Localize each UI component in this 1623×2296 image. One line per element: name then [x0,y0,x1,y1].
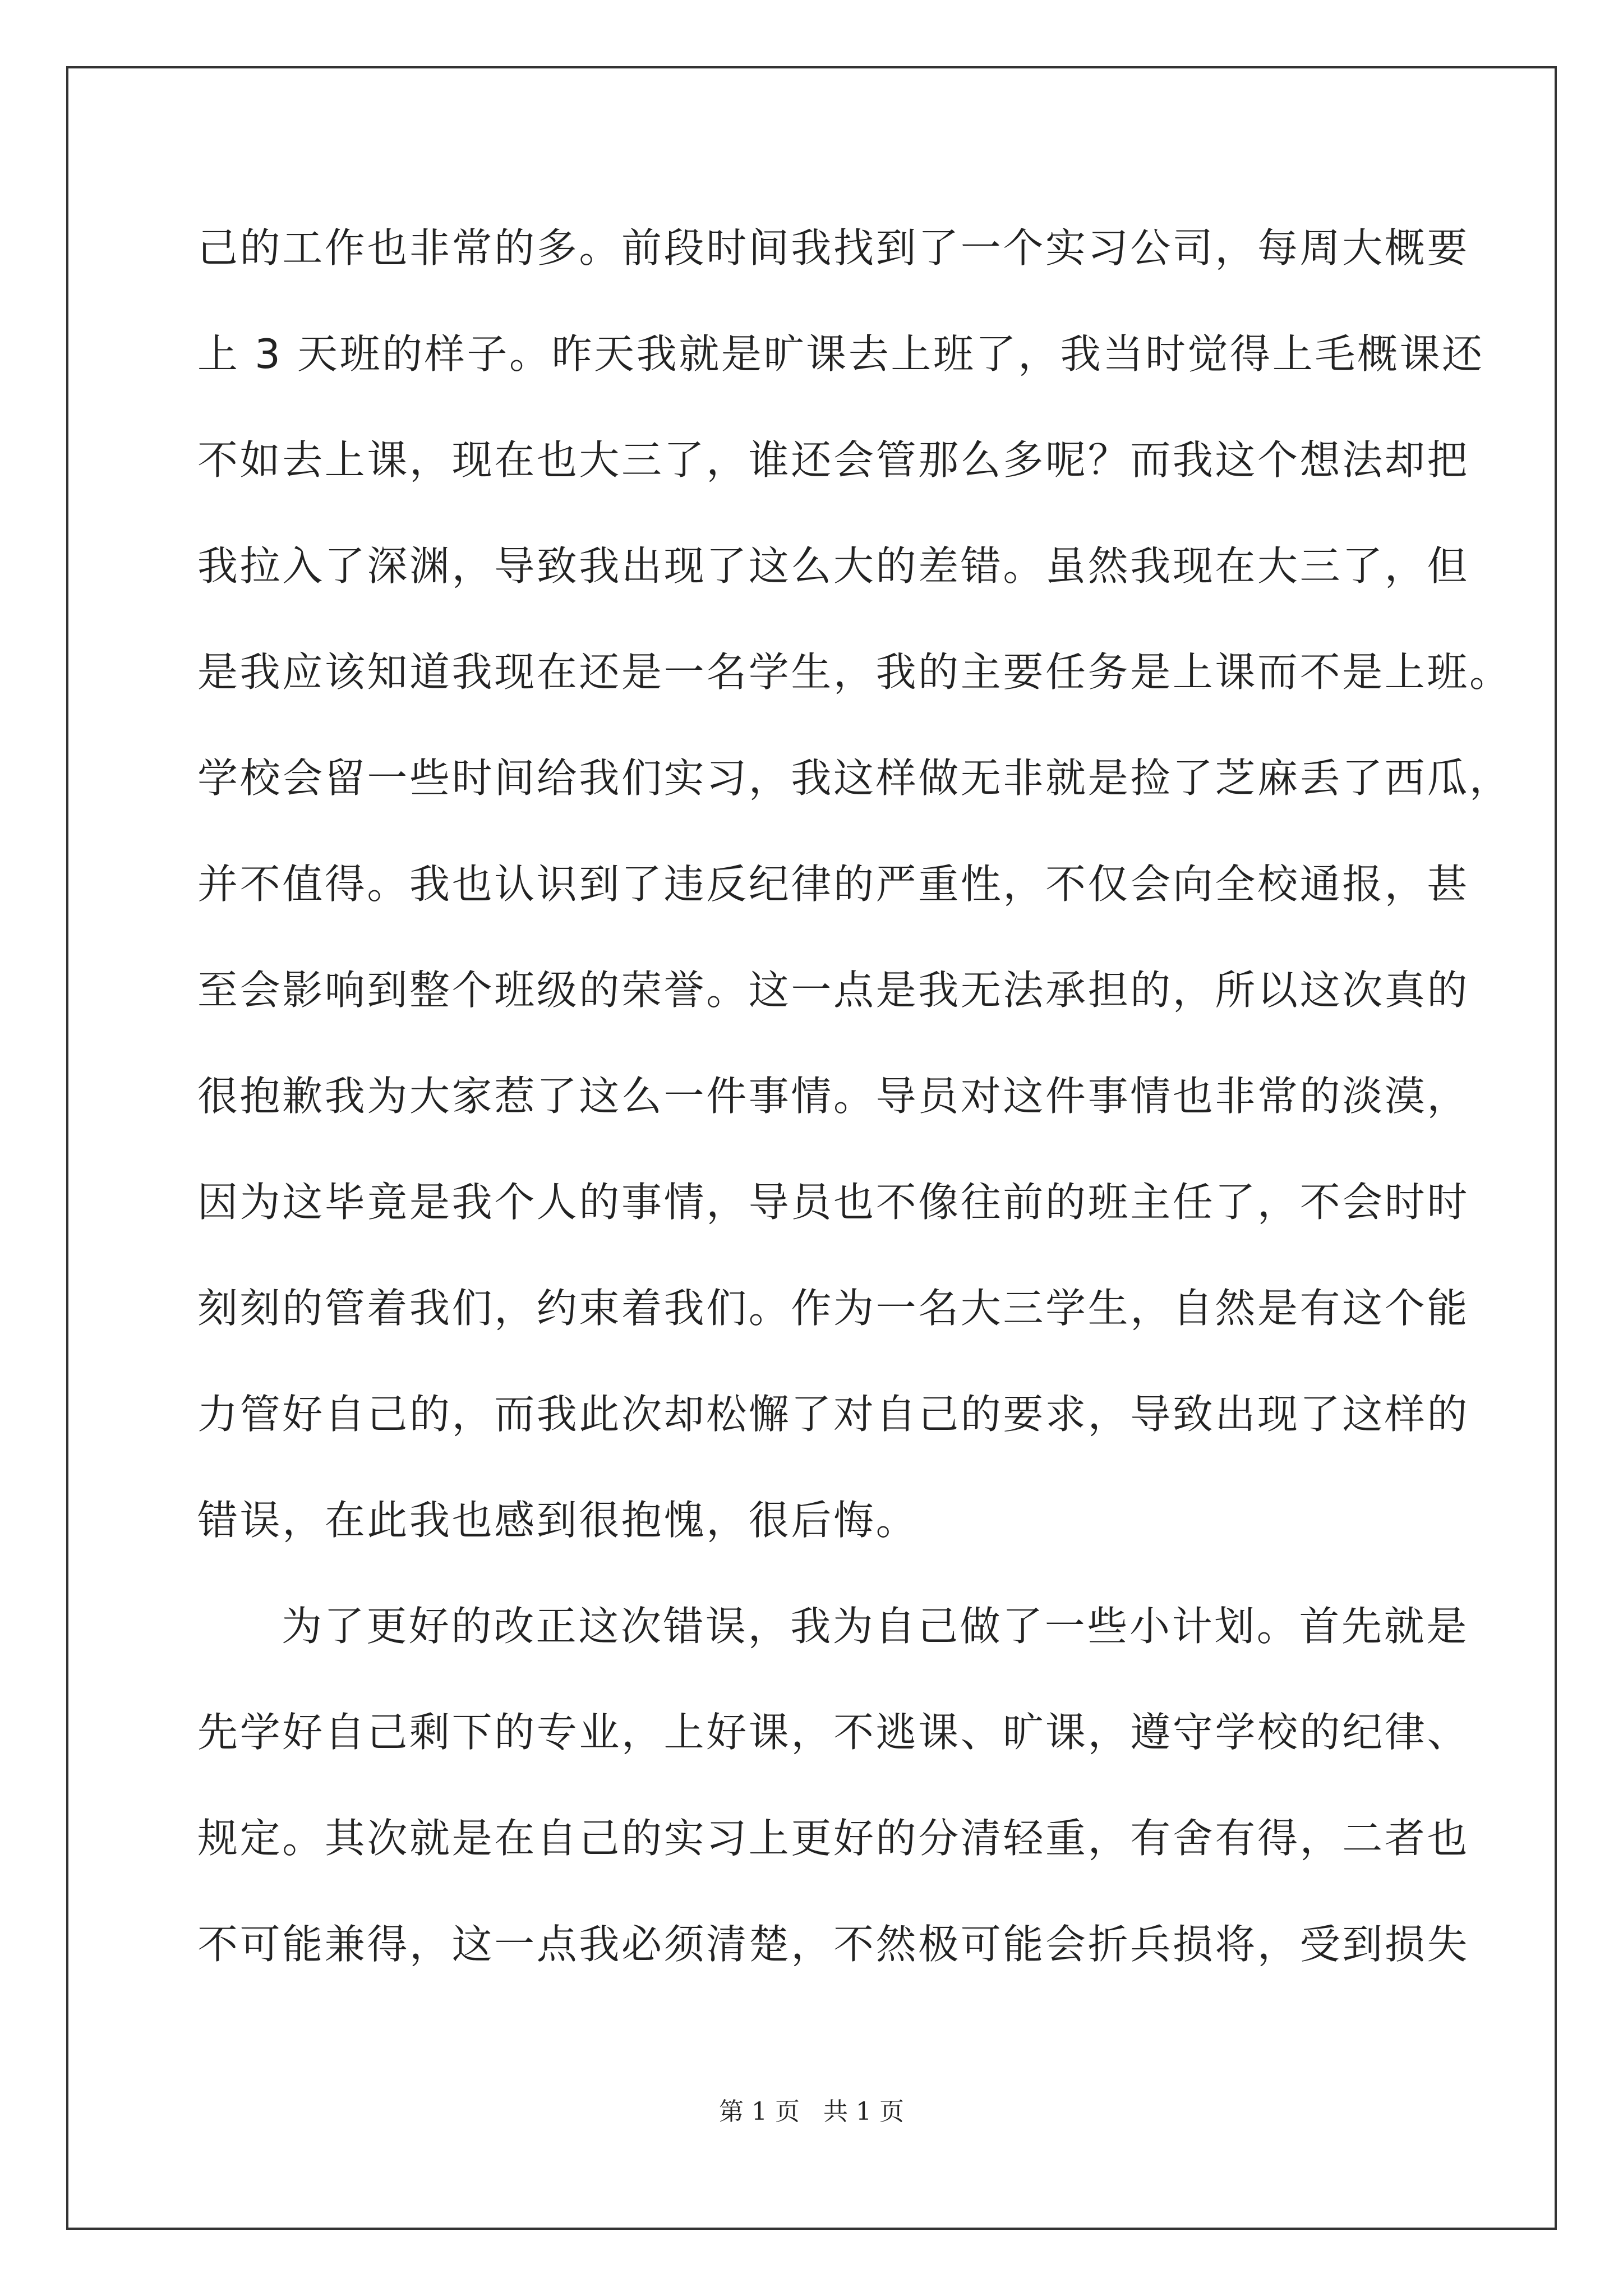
text-line: 己的工作也非常的多。前段时间我找到了一个实习公司，每周大概要 [197,224,1470,272]
text-line: 力管好自己的，而我此次却松懈了对自己的要求，导致出现了这样的 [197,1391,1470,1438]
text-line: 因为这毕竟是我个人的事情，导员也不像往前的班主任了，不会时时 [197,1179,1470,1226]
text-line: 上 3 天班的样子。昨天我就是旷课去上班了，我当时觉得上毛概课还 [197,330,1484,378]
page-footer: 第 1 页 共 1 页 [719,2097,904,2126]
text-line: 错误，在此我也感到很抱愧，很后悔。 [197,1497,919,1544]
text-line: 至会影响到整个班级的荣誉。这一点是我无法承担的，所以这次真的 [197,967,1470,1014]
text-line: 规定。其次就是在自己的实习上更好的分清轻重，有舍有得，二者也 [197,1815,1470,1862]
text-line: 先学好自己剩下的专业，上好课，不逃课、旷课，遵守学校的纪律、 [197,1709,1470,1756]
text-line: 很抱歉我为大家惹了这么一件事情。导员对这件事情也非常的淡漠， [197,1073,1470,1120]
text-line: 是我应该知道我现在还是一名学生，我的主要任务是上课而不是上班。 [197,648,1512,696]
text-line: 不可能兼得，这一点我必须清楚，不然极可能会折兵损将，受到损失 [197,1921,1470,1968]
document-body [197,220,1512,2022]
text-line: 我拉入了深渊，导致我出现了这么大的差错。虽然我现在大三了，但 [197,542,1470,590]
text-line: 刻刻的管着我们，约束着我们。作为一名大三学生，自然是有这个能 [197,1285,1470,1332]
text-line: 学校会留一些时间给我们实习，我这样做无非就是捡了芝麻丢了西瓜， [197,754,1512,802]
paragraph-first-line: 为了更好的改正这次错误，我为自己做了一些小计划。首先就是 [282,1603,1469,1650]
text-line: 并不值得。我也认识到了违反纪律的严重性，不仅会向全校通报，甚 [197,861,1470,908]
text-line: 不如去上课，现在也大三了，谁还会管那么多呢？而我这个想法却把 [197,436,1470,484]
